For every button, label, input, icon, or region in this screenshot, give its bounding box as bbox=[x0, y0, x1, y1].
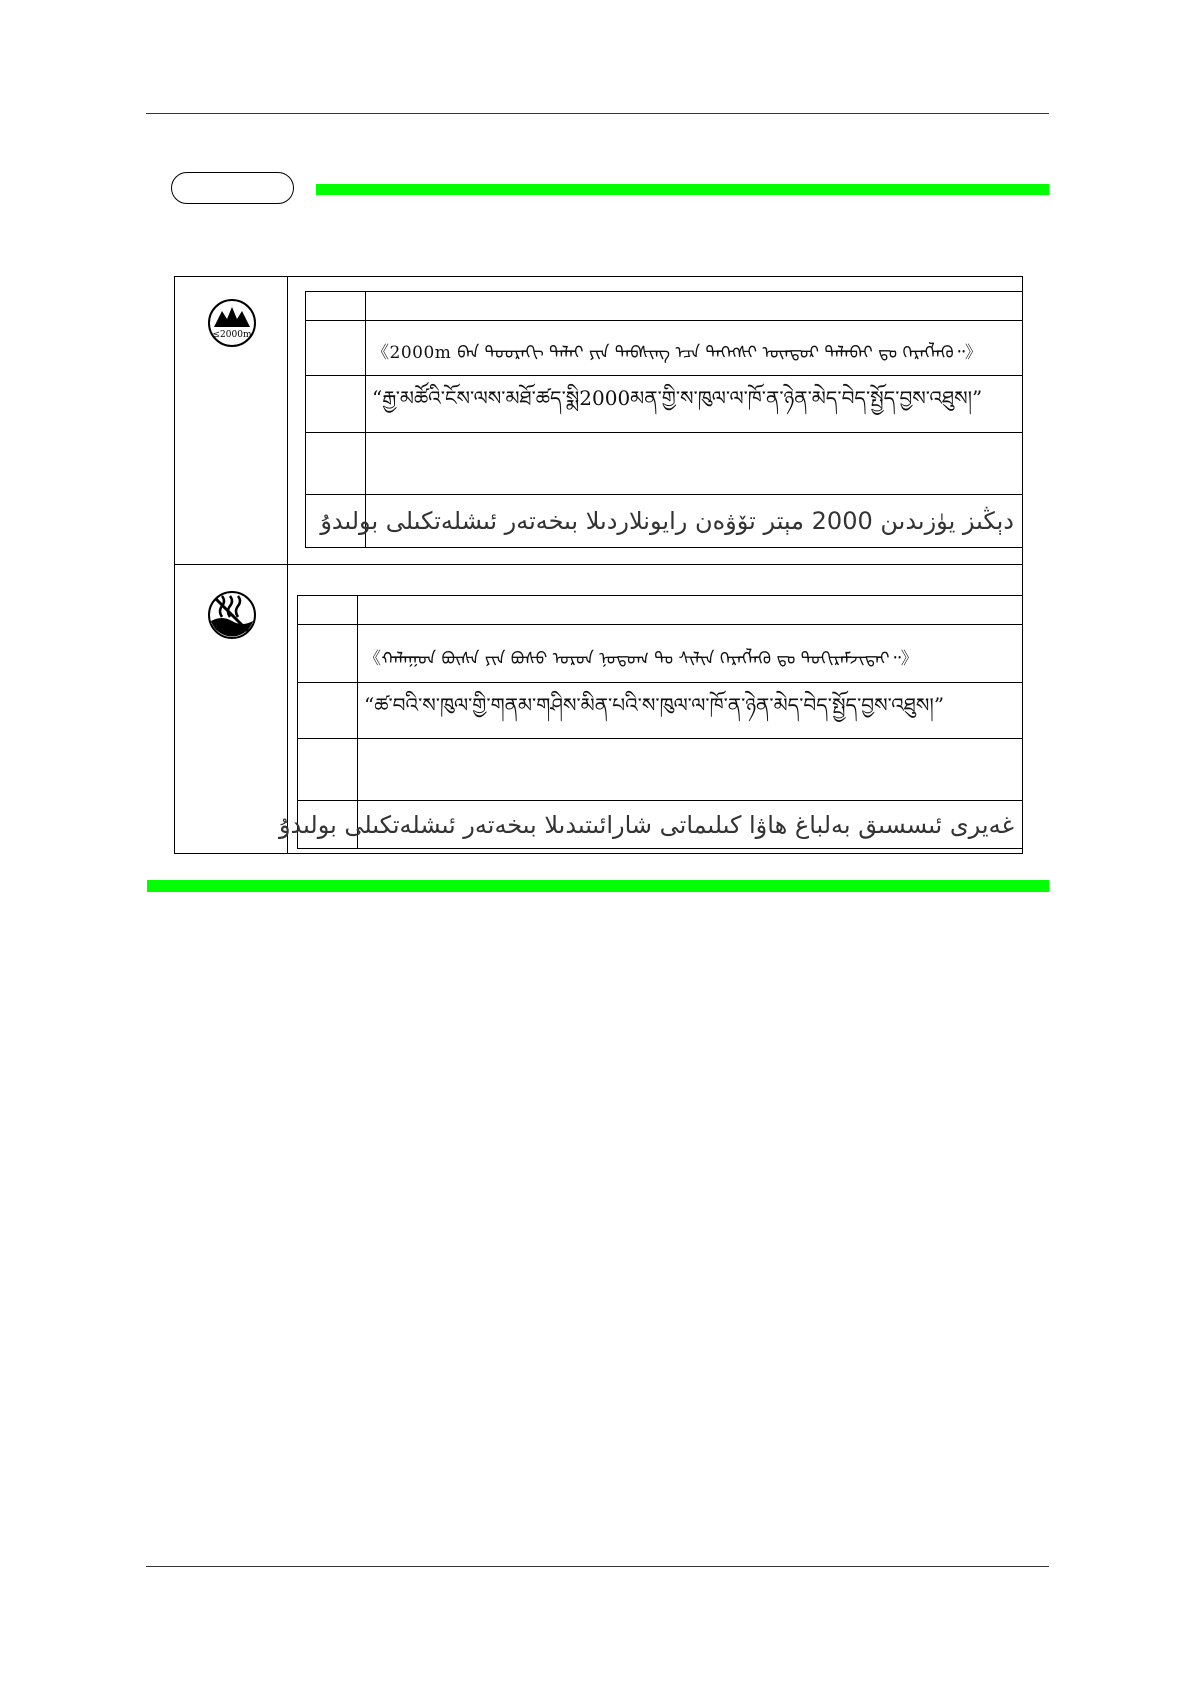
table-row bbox=[278, 800, 1022, 848]
row-text-mongolian: 《ᠬᠠᠯᠠᠭᠤᠨ ᠪᠦᠰᠡ ᠶᠢᠨ ᠪᠤᠰᠤ ᠤᠷᠤᠨ ᠨᠤᠲᠤᠭ ᠲᠤ ᠰᠢᠯᠢᠨ ᠬᠡᠷᠡᠭᠯᠡᠬᠦ ᠳᠤ ᠲᠣᠬᠢᠷᠠᠮᠵᠢᠲᠠᠢ᠃》 bbox=[364, 648, 919, 669]
table-row bbox=[298, 596, 1022, 624]
row-language-label bbox=[306, 376, 366, 432]
row-text bbox=[364, 596, 1014, 624]
row-text bbox=[372, 292, 1014, 320]
footer-rule bbox=[146, 1566, 1049, 1567]
row-text-tibetan: “རྒྱ་མཚོའི་ངོས་ལས་མཐོ་ཚད་སྨི2000མན་གྱི་ས་ཁུལ་ལ་ཁོ་ན་ཉེན་མེད་བེད་སྤྱོད་བྱས་འཐུས།” bbox=[372, 386, 983, 410]
table-row bbox=[306, 375, 1022, 432]
altitude-icon-label: ≤2000m bbox=[212, 330, 252, 340]
row-language-label bbox=[298, 625, 358, 682]
row-language-label bbox=[306, 292, 366, 320]
section-label-pill bbox=[171, 172, 294, 204]
row-text bbox=[372, 433, 1014, 494]
row-language-label bbox=[298, 683, 358, 738]
altitude-translations-table bbox=[305, 291, 1023, 548]
row-text-uyghur: غەيرى ئىسسىق بەلباغ ھاۋا كىلىماتى شارائىتىدىلا بىخەتەر ئىشلەتكىلى بولىدۇ bbox=[278, 810, 1014, 839]
table-row bbox=[306, 432, 1022, 494]
no-tropical-climate-icon bbox=[208, 591, 256, 639]
section-accent-bar bbox=[316, 184, 1049, 195]
row-text bbox=[364, 739, 1014, 800]
row-language-label bbox=[298, 739, 358, 800]
row-text-mongolian: 《2000m ᠪᠡᠨ ᠳᠣᠣᠷᠠᠬᠢ ᠳᠠᠯᠠᠢ ᠶᠢᠨ ᠲᠡᠪᠰᠢᠩ ᠡᠴᠡ ᠳᠡᠭᠡᠭᠰᠢ ᠦᠨᠳᠦᠷ ᠲᠠᠯᠠᠪᠠᠢ ᠳᠤ ᠬᠡᠷᠡᠭᠯᠡᠬᠦ᠌᠃》 bbox=[372, 343, 983, 363]
altitude-2000m-icon bbox=[208, 299, 256, 347]
header-rule bbox=[146, 113, 1049, 114]
table-row bbox=[306, 292, 1022, 320]
row-language-label bbox=[306, 433, 366, 494]
table-column-divider bbox=[287, 277, 288, 853]
table-row bbox=[298, 738, 1022, 800]
row-text-tibetan: “ཚ་བའི་ས་ཁུལ་གྱི་གནམ་གཤིས་མིན་པའི་ས་ཁུལ་ལ་ཁོ་ན་ཉེན་མེད་བེད་སྤྱོད་བྱས་འཐུས།” bbox=[364, 692, 945, 717]
row-language-label bbox=[298, 596, 358, 624]
table-row bbox=[298, 624, 1022, 682]
table-row bbox=[306, 320, 1022, 375]
section-end-bar bbox=[147, 880, 1049, 892]
table-row-divider bbox=[175, 564, 1022, 565]
climate-translations-table bbox=[278, 595, 1023, 849]
row-language-label bbox=[306, 321, 366, 375]
table-row bbox=[306, 494, 1022, 547]
row-text-uyghur: دېڭىز يۈزىدىن 2000 مېتر تۆۋەن رايونلاردىلا بىخەتەر ئىشلەتكىلى بولىدۇ bbox=[320, 507, 1014, 535]
table-row bbox=[298, 682, 1022, 738]
symbols-table bbox=[174, 276, 1023, 854]
